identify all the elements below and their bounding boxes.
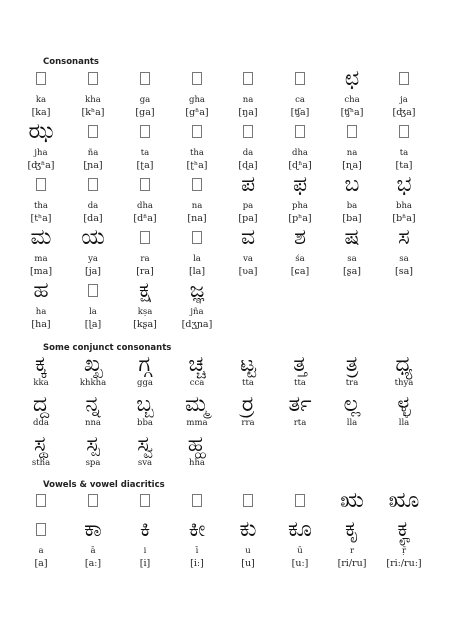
transliteration: rra bbox=[241, 418, 255, 428]
consonant-cell bbox=[379, 72, 429, 124]
consonant-cell bbox=[223, 172, 273, 230]
missing-glyph-icon bbox=[16, 494, 66, 508]
consonant-cell bbox=[172, 231, 222, 283]
ipa-pronunciation: [ɕa] bbox=[290, 266, 310, 277]
missing-glyph-icon bbox=[68, 72, 118, 86]
missing-glyph-icon bbox=[172, 178, 222, 192]
transliteration: thya bbox=[394, 378, 414, 388]
consonant-cell bbox=[223, 125, 273, 177]
conjunct-cell bbox=[327, 392, 377, 434]
conjunct-cell bbox=[68, 432, 118, 474]
conjunct-cell bbox=[120, 352, 170, 394]
vowel-diacritic-cell bbox=[275, 517, 325, 573]
vowel-cell bbox=[223, 494, 273, 514]
transliteration: ña bbox=[87, 148, 99, 158]
vowel-cell bbox=[172, 494, 222, 514]
consonant-cell bbox=[223, 225, 273, 283]
conjunct-cell bbox=[16, 352, 66, 394]
transliteration: ka bbox=[35, 95, 47, 105]
consonant-cell bbox=[172, 178, 222, 230]
ipa-pronunciation: [pʰa] bbox=[288, 213, 312, 224]
consonant-cell bbox=[327, 225, 377, 283]
transliteration: tha bbox=[190, 148, 204, 158]
ipa-pronunciation: [ga] bbox=[135, 107, 155, 118]
transliteration: cca bbox=[189, 378, 205, 388]
missing-glyph-icon bbox=[172, 231, 222, 245]
ipa-pronunciation: [na] bbox=[187, 213, 207, 224]
conjunct-cell bbox=[275, 392, 325, 434]
consonant-cell bbox=[68, 225, 118, 283]
kannada-glyph: ಕಿ bbox=[139, 517, 151, 542]
ipa-pronunciation: [ja] bbox=[84, 266, 102, 277]
consonant-cell bbox=[275, 172, 325, 230]
ipa-pronunciation: [ri/ru] bbox=[337, 558, 367, 569]
kannada-glyph: ರ್ತ bbox=[288, 392, 312, 417]
ipa-pronunciation: [ʋa] bbox=[238, 266, 258, 277]
conjunct-cell bbox=[16, 392, 66, 434]
vowel-cell bbox=[120, 494, 170, 514]
vowel-diacritic-cell bbox=[68, 517, 118, 573]
consonant-cell bbox=[120, 231, 170, 283]
ipa-pronunciation: [ʧa] bbox=[290, 107, 310, 118]
conjunct-cell bbox=[68, 392, 118, 434]
missing-glyph-icon bbox=[223, 72, 273, 86]
kannada-glyph: ಸ್ವ bbox=[137, 432, 153, 457]
transliteration: śa bbox=[295, 254, 305, 264]
transliteration: gha bbox=[189, 95, 205, 105]
missing-glyph-icon bbox=[120, 125, 170, 139]
consonant-cell bbox=[275, 72, 325, 124]
consonant-cell bbox=[327, 66, 377, 124]
transliteration: pha bbox=[292, 201, 308, 211]
ipa-pronunciation: [uː] bbox=[291, 558, 309, 569]
missing-glyph-icon bbox=[223, 125, 273, 139]
consonant-cell bbox=[16, 225, 66, 283]
conjunct-cell bbox=[120, 392, 170, 434]
conjunct-cell bbox=[223, 392, 273, 434]
transliteration: tta bbox=[294, 378, 306, 388]
transliteration: ja bbox=[400, 95, 408, 105]
kannada-glyph: ತ್ತ bbox=[293, 352, 307, 377]
transliteration: va bbox=[243, 254, 253, 264]
kannada-glyph: ಟ್ಟ bbox=[240, 352, 256, 377]
transliteration: kṣa bbox=[137, 307, 153, 317]
kannada-glyph: ಫ bbox=[292, 172, 308, 197]
kannada-glyph: ಖ್ಖ bbox=[83, 352, 103, 377]
kannada-glyph: ಭ bbox=[396, 172, 412, 197]
kannada-glyph: ಲ್ಲ bbox=[343, 392, 361, 417]
kannada-glyph: ಳ್ಳ bbox=[397, 392, 411, 417]
kannada-glyph: ಬ್ಬ bbox=[136, 392, 154, 417]
vowel-diacritic-cell bbox=[16, 523, 66, 573]
transliteration: r bbox=[349, 546, 355, 556]
vowel-diacritic-cell bbox=[120, 517, 170, 573]
transliteration: lla bbox=[398, 418, 410, 428]
transliteration: u bbox=[245, 546, 251, 556]
ipa-pronunciation: [ɖʱa] bbox=[288, 160, 312, 171]
kannada-glyph: ಹ bbox=[33, 278, 49, 303]
conjunct-cell bbox=[172, 432, 222, 474]
missing-glyph-icon bbox=[68, 125, 118, 139]
transliteration: ba bbox=[346, 201, 358, 211]
consonant-cell bbox=[172, 278, 222, 336]
missing-glyph-icon bbox=[16, 523, 66, 537]
transliteration: ha bbox=[35, 307, 47, 317]
vowel-cell bbox=[68, 494, 118, 514]
transliteration: nna bbox=[84, 418, 102, 428]
consonant-cell bbox=[379, 125, 429, 177]
kannada-glyph: ಕು bbox=[239, 517, 257, 542]
consonant-cell bbox=[120, 125, 170, 177]
transliteration: ma bbox=[34, 254, 48, 264]
ipa-pronunciation: [ʂa] bbox=[343, 266, 361, 277]
vowel-cell bbox=[379, 488, 429, 514]
transliteration: ṝ bbox=[401, 546, 407, 556]
conjunct-cell bbox=[379, 392, 429, 434]
missing-glyph-icon bbox=[275, 72, 325, 86]
missing-glyph-icon bbox=[120, 494, 170, 508]
conjunct-cell bbox=[327, 352, 377, 394]
kannada-glyph: ಮ bbox=[30, 225, 52, 250]
ipa-pronunciation: [ba] bbox=[342, 213, 362, 224]
transliteration: la bbox=[193, 254, 201, 264]
missing-glyph-icon bbox=[120, 72, 170, 86]
ipa-pronunciation: [dʒɲa] bbox=[181, 319, 213, 330]
ipa-pronunciation: [ʤʱa] bbox=[27, 160, 55, 171]
transliteration: cha bbox=[344, 95, 360, 105]
consonant-cell bbox=[275, 225, 325, 283]
ipa-pronunciation: [ɭa] bbox=[84, 319, 102, 330]
kannada-glyph: ಕೃ bbox=[345, 517, 359, 542]
consonant-cell bbox=[16, 278, 66, 336]
kannada-glyph: ರ್ರ bbox=[241, 392, 255, 417]
transliteration: khkha bbox=[79, 378, 107, 388]
ipa-pronunciation: [u] bbox=[241, 558, 255, 569]
vowel-diacritic-cell bbox=[172, 517, 222, 573]
transliteration: pa bbox=[242, 201, 254, 211]
consonant-cell bbox=[16, 72, 66, 124]
kannada-glyph: ಧ್ಯ bbox=[395, 352, 413, 377]
consonant-cell bbox=[68, 72, 118, 124]
missing-glyph-icon bbox=[68, 494, 118, 508]
ipa-pronunciation: [ʤa] bbox=[392, 107, 416, 118]
transliteration: hha bbox=[188, 458, 206, 468]
ipa-pronunciation: [i] bbox=[139, 558, 151, 569]
transliteration: a bbox=[38, 546, 44, 556]
transliteration: da bbox=[87, 201, 99, 211]
transliteration: kha bbox=[85, 95, 101, 105]
vowel-diacritic-cell bbox=[379, 517, 429, 573]
kannada-glyph: ಮ್ಮ bbox=[185, 392, 209, 417]
section-heading-consonants: Consonants bbox=[43, 57, 99, 67]
transliteration: jña bbox=[190, 307, 204, 317]
conjunct-cell bbox=[379, 352, 429, 394]
transliteration: ta bbox=[399, 148, 409, 158]
conjunct-cell bbox=[16, 432, 66, 474]
ipa-pronunciation: [riː/ruː] bbox=[386, 558, 422, 569]
missing-glyph-icon bbox=[16, 178, 66, 192]
transliteration: stha bbox=[31, 458, 51, 468]
kannada-glyph: ಕೂ bbox=[288, 517, 312, 542]
kannada-glyph: ಋ bbox=[340, 488, 364, 513]
transliteration: tra bbox=[345, 378, 359, 388]
ipa-pronunciation: [ɲa] bbox=[83, 160, 103, 171]
transliteration: ya bbox=[88, 254, 98, 264]
conjunct-cell bbox=[275, 352, 325, 394]
kannada-glyph: ಛ bbox=[344, 66, 360, 91]
ipa-pronunciation: [a] bbox=[34, 558, 48, 569]
transliteration: dha bbox=[137, 201, 153, 211]
ipa-pronunciation: [sa] bbox=[395, 266, 413, 277]
consonant-cell bbox=[223, 72, 273, 124]
transliteration: ca bbox=[295, 95, 305, 105]
ipa-pronunciation: [ha] bbox=[31, 319, 51, 330]
kannada-glyph: ಷ bbox=[344, 225, 360, 250]
missing-glyph-icon bbox=[172, 125, 222, 139]
kannada-glyph: ಚ್ಚ bbox=[188, 352, 206, 377]
consonant-cell bbox=[327, 125, 377, 177]
kannada-glyph: ಸ್ಥ bbox=[34, 432, 48, 457]
missing-glyph-icon bbox=[327, 125, 377, 139]
kannada-glyph: ಕ್ಕ bbox=[35, 352, 47, 377]
ipa-pronunciation: [kʰa] bbox=[81, 107, 105, 118]
transliteration: ta bbox=[140, 148, 150, 158]
ipa-pronunciation: [ʈʰa] bbox=[186, 160, 208, 171]
transliteration: ī bbox=[195, 546, 199, 556]
kannada-glyph: ಯ bbox=[81, 225, 105, 250]
consonant-cell bbox=[16, 178, 66, 230]
consonant-cell bbox=[120, 72, 170, 124]
kannada-glyph: ಪ bbox=[240, 172, 256, 197]
kannada-glyph: ಝ bbox=[28, 119, 54, 144]
ipa-pronunciation: [pa] bbox=[238, 213, 258, 224]
conjunct-cell bbox=[223, 352, 273, 394]
consonant-cell bbox=[120, 278, 170, 336]
ipa-pronunciation: [gʱa] bbox=[185, 107, 209, 118]
transliteration: ū bbox=[297, 546, 303, 556]
kannada-glyph: ತ್ರ bbox=[345, 352, 359, 377]
transliteration: ga bbox=[139, 95, 151, 105]
kannada-glyph: ಜ್ಞ bbox=[189, 278, 205, 303]
kannada-glyph: ಕ್ಷ bbox=[139, 278, 151, 303]
ipa-pronunciation: [iː] bbox=[190, 558, 204, 569]
missing-glyph-icon bbox=[172, 494, 222, 508]
consonant-cell bbox=[172, 72, 222, 124]
consonant-cell bbox=[172, 125, 222, 177]
transliteration: na bbox=[346, 148, 358, 158]
missing-glyph-icon bbox=[120, 178, 170, 192]
ipa-pronunciation: [ma] bbox=[29, 266, 53, 277]
kannada-glyph: ಕಾ bbox=[84, 517, 102, 542]
missing-glyph-icon bbox=[379, 72, 429, 86]
section-heading-vowels: Vowels & vowel diacritics bbox=[43, 480, 165, 490]
consonant-cell bbox=[68, 125, 118, 177]
transliteration: dda bbox=[33, 418, 49, 428]
kannada-glyph: ಹ್ಹ bbox=[187, 432, 207, 457]
ipa-pronunciation: [tʰa] bbox=[30, 213, 52, 224]
missing-glyph-icon bbox=[172, 72, 222, 86]
conjunct-cell bbox=[120, 432, 170, 474]
transliteration: rta bbox=[293, 418, 307, 428]
vowel-cell bbox=[275, 494, 325, 514]
kannada-glyph: ಗ್ಗ bbox=[138, 352, 152, 377]
kannada-glyph: ಬ bbox=[344, 172, 360, 197]
ipa-pronunciation: [ka] bbox=[31, 107, 51, 118]
transliteration: spa bbox=[85, 458, 101, 468]
kannada-glyph: ಕೄ bbox=[397, 517, 411, 542]
transliteration: gga bbox=[137, 378, 153, 388]
transliteration: mma bbox=[186, 418, 208, 428]
transliteration: sa bbox=[399, 254, 409, 264]
consonant-cell bbox=[327, 172, 377, 230]
vowel-cell bbox=[327, 488, 377, 514]
consonant-cell bbox=[120, 178, 170, 230]
transliteration: i bbox=[143, 546, 147, 556]
transliteration: jha bbox=[34, 148, 48, 158]
transliteration: ra bbox=[140, 254, 150, 264]
kannada-glyph: ನ್ನ bbox=[85, 392, 101, 417]
transliteration: kka bbox=[33, 378, 49, 388]
kannada-glyph: ವ bbox=[240, 225, 256, 250]
conjunct-cell bbox=[68, 352, 118, 394]
transliteration: na bbox=[242, 95, 254, 105]
transliteration: la bbox=[89, 307, 97, 317]
kannada-glyph: ಶ bbox=[293, 225, 307, 250]
ipa-pronunciation: [aː] bbox=[84, 558, 102, 569]
ipa-pronunciation: [ʧʰa] bbox=[340, 107, 364, 118]
consonant-cell bbox=[379, 225, 429, 283]
vowel-diacritic-cell bbox=[223, 517, 273, 573]
kannada-glyph: ಕೀ bbox=[188, 517, 206, 542]
transliteration: dha bbox=[292, 148, 308, 158]
transliteration: na bbox=[191, 201, 203, 211]
ipa-pronunciation: [da] bbox=[83, 213, 103, 224]
transliteration: ā bbox=[90, 546, 96, 556]
missing-glyph-icon bbox=[275, 494, 325, 508]
ipa-pronunciation: [ta] bbox=[395, 160, 413, 171]
transliteration: bba bbox=[137, 418, 153, 428]
ipa-pronunciation: [bʱa] bbox=[392, 213, 416, 224]
ipa-pronunciation: [dʱa] bbox=[133, 213, 157, 224]
conjunct-cell bbox=[172, 392, 222, 434]
kannada-glyph: ದ್ದ bbox=[32, 392, 50, 417]
ipa-pronunciation: [ŋa] bbox=[238, 107, 258, 118]
transliteration: da bbox=[242, 148, 254, 158]
transliteration: tta bbox=[242, 378, 254, 388]
missing-glyph-icon bbox=[68, 284, 118, 298]
transliteration: lla bbox=[346, 418, 358, 428]
transliteration: bha bbox=[396, 201, 412, 211]
missing-glyph-icon bbox=[275, 125, 325, 139]
ipa-pronunciation: [ɖa] bbox=[238, 160, 258, 171]
ipa-pronunciation: [ra] bbox=[136, 266, 154, 277]
missing-glyph-icon bbox=[68, 178, 118, 192]
missing-glyph-icon bbox=[379, 125, 429, 139]
transliteration: sva bbox=[137, 458, 153, 468]
consonant-cell bbox=[68, 178, 118, 230]
consonant-cell bbox=[275, 125, 325, 177]
ipa-pronunciation: [ɳa] bbox=[342, 160, 362, 171]
section-heading-conjuncts: Some conjunct consonants bbox=[43, 343, 172, 353]
kannada-glyph: ಸ್ಪ bbox=[86, 432, 100, 457]
vowel-cell bbox=[16, 494, 66, 514]
transliteration: tha bbox=[34, 201, 48, 211]
missing-glyph-icon bbox=[223, 494, 273, 508]
consonant-cell bbox=[379, 172, 429, 230]
consonant-cell bbox=[16, 119, 66, 177]
transliteration: sa bbox=[347, 254, 357, 264]
vowel-diacritic-cell bbox=[327, 517, 377, 573]
missing-glyph-icon bbox=[120, 231, 170, 245]
conjunct-cell bbox=[172, 352, 222, 394]
consonant-cell bbox=[68, 284, 118, 336]
ipa-pronunciation: [kʂa] bbox=[133, 319, 157, 330]
ipa-pronunciation: [ʈa] bbox=[136, 160, 154, 171]
ipa-pronunciation: [la] bbox=[188, 266, 206, 277]
kannada-glyph: ೠ bbox=[388, 488, 420, 513]
missing-glyph-icon bbox=[16, 72, 66, 86]
kannada-glyph: ಸ bbox=[398, 225, 410, 250]
